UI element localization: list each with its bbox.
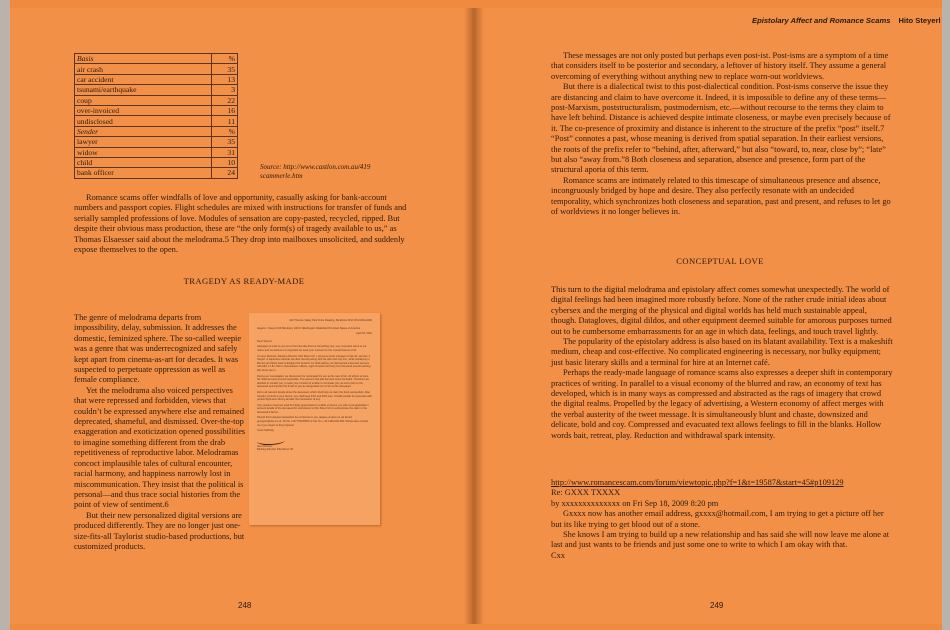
scam-letter-image <box>249 313 380 525</box>
letter-body-2: I’m Geo McGuire, Banking Director, ING Direct UK. I presume funds manager to late Mr. Horcelo J. Steyerl. A Japanese national. He died recently along with his wife and only son, while holidaying in Borneo and flown back to England for burial in our field waiting, we discovered a dormant account with £46, 17.8m ING in Jamacaican millions, eight hundred and forty-four thousand pounds sterling. We wrote you in. <box>257 354 372 372</box>
letter-body-5: Your positive response shall be highly appreciated to enable us favour you with a pre-application / account details of the deceased for submission to ING Direct UK to authenticate the claim in the deceased’s favour. <box>257 403 369 414</box>
table-cell-label: Basis <box>75 54 212 64</box>
section-heading-conceptual-love: CONCEPTUAL LOVE <box>676 256 764 266</box>
running-head-author: Hito Steyerl <box>898 16 941 25</box>
melodrama-column <box>74 313 246 552</box>
letter-sender-address: 419 Thames Valley Park Drive Reading, Berkshire RG6 1PH ENGLAND <box>289 319 372 322</box>
table-cell-value: % <box>212 54 238 64</box>
table-header-row <box>75 126 238 136</box>
love-paragraph-3: Perhaps the ready-made language of romance scams also expresses a deeper shift in contemporary practices of writing. In parallel to a visual economy of the blurred and raw, an economy of text has developed, which is in many ways as compressed and abstracted as the rags of imagery that crowd the digital realms. Propelled by the legacy of advertising, a Western economy of affect merges with the verbal austerity of the tweet message. It is simultaneously blunt and chaste, downsized and delicate, bold and coy. Compressed and evacuated text allows feelings to fill in the blanks. Hollow words bait, retreat, play. Reduction and withdrawal spark intensity. <box>551 368 893 440</box>
forum-quote <box>551 478 893 561</box>
table-cell-value: 10 <box>212 157 238 167</box>
running-head <box>752 16 942 25</box>
table-cell-label: widow <box>75 147 212 157</box>
table-cell-label: child <box>75 157 212 167</box>
forum-quote-1: Gxxxx now has another email address, gxxxx@hotmail.com, I am trying to get a picture off her but its like trying to get blood out of a stone. <box>551 509 884 529</box>
letter-recipient: Hegeto I. Steyerl 166 Bambarry Hill Dr Washington Wakefield IN United States of America <box>257 326 361 330</box>
table-cell-value: 16 <box>212 105 238 115</box>
letter-body-1: Apologies to write to you out of the blue like this but something very, very important came to our notice and we believe it is important we seek your consent for the mutual interest of all. <box>257 345 367 352</box>
page-number-left: 248 <box>238 601 252 610</box>
table-cell-label: lawyer <box>75 137 212 147</box>
table-header-row <box>75 54 238 64</box>
running-head-title: Epistolary Affect and Romance Scams <box>752 16 891 25</box>
melodrama-paragraph-1: The genre of melodrama departs from impossibility, delay, submission. It addresses the domestic, feminized sphere. The so-called weepie was a genre that was underrecognized and safely kept apart from cinema-as-art for decades. It was suspected to perpetuate oppression as well as female compliance. <box>74 313 242 385</box>
table-row <box>75 168 238 178</box>
letter-closing: Yours faithfully, <box>257 429 275 433</box>
table-row <box>75 137 238 147</box>
table-row <box>75 157 238 167</box>
love-paragraph-1: This turn to the digital melodrama and epistolary affect comes somewhat unexpectedly. The world of digital feelings had been imagined more robustly before. None of the rather crude initial ideas about cybersex and the merging of the physical and digital worlds has held much sustainable appeal, though. Datagloves, digital dildos, and other equipment deemed suitable for amorous purposes turned out to be cumbersome embarrassments for an age in which data, feelings, and touch travel lightly. <box>551 285 892 336</box>
love-paragraph-2: The popularity of the epistolary address is also based on its blatant availability. Text is a makeshift medium, cheap and cost-effective. No complicated engineering is necessary, nor bulky equipment; just basic literary skills and a terminal for hire at an Internet café. <box>551 337 893 367</box>
post-ism-section <box>551 51 893 218</box>
table-row <box>75 74 238 84</box>
melodrama-paragraph-2: Yet the melodrama also voiced perspectives that were repressed and forbidden, views that couldn’t be expressed anywhere else and remained deprecated, shameful, and dismissed. Over-the-top exaggeration and exoticization opened possibilities to imagine something different from the drab repetitiveness of reproductive labor. Melodramas concoct implausible tales of cultural encounter, racial harmony, and happiness narrowly lost in miscommunication. They insist that the political is personal—and thus trace social histories from the point of view of sentiment.6 <box>74 385 246 510</box>
book-gutter <box>464 8 484 624</box>
melodrama-paragraph-3: But their new personalized digital versions are produced differently. They are no longer just one-size-fits-all Taylorist studio-based productions, but customized products. <box>74 510 245 551</box>
table-cell-value: 35 <box>212 64 238 74</box>
signature-scribble <box>257 437 285 445</box>
letter-body-4: We’re all relevant details about the deceased, which shall help us claim the fund successfully. After transfer of funds to your favour, you shall keep 40% and 60% ours. It’ll will provide for expenses with perfect flight-level during all after the transaction of any. <box>257 390 372 402</box>
table-row <box>75 116 238 126</box>
table-cell-label: tsunami/earthquake <box>75 85 212 95</box>
letter-body-3: During our investigation we discovered he nominated his son as his next of kin. All efforts to trace his relatives have proved impossible. The account has laid dormant since his death. Therefore we decided to contact you, to seek your consent to enable to nominate you, as next of kin to the deceased and transfer the funds to you as designated next of kin to the deceased. <box>257 374 369 389</box>
post-paragraph-3: Romance scams are intimately related to this timescape of simultaneous presence and absence, incongruously bridged by hope and desire. They also perfectly resonate with an undecided temporality, which synchronizes both closeness and separation, past and present, and refuses to let go of worldviews it no longer believes in. <box>551 175 891 217</box>
post-paragraph-2: But there is a dialectical twist to this post-dialectical condition. Post-isms conserve the issue they are distancing and claim to have overcome it. Indeed, it is impossible to define any of these terms—post-Marxism, poststructuralism, postmodernism, etc.—without recourse to the terms they claim to have left behind. Distance is achieved despite intimate closeness, or maybe even precisely because of it. The co-presence of proximity and distance is inherent to the structure of the prefix “post” itself.7 “Post” connotes a past, whose meaning is derived from spatial separation. In their earliest versions, the roots of the prefix refer to “behind, after, afterward,” but also “toward, to, near, close by”; “late” but also “away from.”8 Both closeness and separation, absence and presence, form part of the structural aporia of this term. <box>551 82 891 175</box>
table-cell-value: 35 <box>212 137 238 147</box>
letter-salutation: Dear Steyerl, <box>257 339 273 343</box>
table-row <box>75 105 238 115</box>
scan-edge-right <box>942 0 950 630</box>
table-row <box>75 64 238 74</box>
table-cell-label: bank officer <box>75 168 212 178</box>
table-cell-label: air crash <box>75 64 212 74</box>
table-cell-value: % <box>212 126 238 136</box>
forum-re-line: Re: GXXX TXXXX <box>551 488 621 498</box>
forum-url-link[interactable]: http://www.romancescam.com/forum/viewtopic.php?f=1&t=19587&start=45#p109129 <box>551 478 844 487</box>
conceptual-love-section <box>551 285 893 441</box>
table-cell-label: over-invoiced <box>75 105 212 115</box>
forum-sign-off: Cxx <box>551 550 565 560</box>
table-cell-value: 22 <box>212 95 238 105</box>
section-heading-tragedy: TRAGEDY AS READY-MADE <box>183 276 305 286</box>
letter-signature-name: Geo McGuire <box>257 444 273 448</box>
forum-quote-2: She knows I am trying to build up a new relationship and has said she will now leave me alone at last and just wants to be friends and just some one to write to which I am okay with that. <box>551 530 890 550</box>
table-cell-label: car accident <box>75 74 212 84</box>
table-cell-label: coup <box>75 95 212 105</box>
table-cell-label: Sender <box>75 126 212 136</box>
table-source-note: Source: http://www.castlon.com.au/419 scammerle.htm <box>260 163 371 180</box>
table-cell-value: 31 <box>212 147 238 157</box>
table-row <box>75 147 238 157</box>
table-cell-value: 11 <box>212 116 238 126</box>
table-row <box>75 95 238 105</box>
table-cell-value: 3 <box>212 85 238 95</box>
post-paragraph-1: These messages are not only posted but perhaps even post-ist. Post-isms are a symptom of a time that considers itself to be posterior and secondary, a leftover of history itself. They assume a general overcoming of everything without anything new to replace worn-out worldviews. <box>551 51 889 81</box>
page-number-right: 249 <box>710 601 724 610</box>
scam-statistics-table <box>74 53 238 179</box>
table-row <box>75 85 238 95</box>
table-cell-value: 24 <box>212 168 238 178</box>
letter-signature-title: Banking Director ING Direct UK <box>257 448 294 452</box>
letter-date: April 18, 2011 <box>356 332 372 336</box>
intro-paragraph: Romance scams offer windfalls of love and opportunity, casually asking for bank-account numbers and passport copies. Flight schedules are mixed with instructions for transfer of funds and serially sampled professions of love. Modules of sensation are copy-pasted, recycled, ripped. But despite their obvious mass production, these are “the only form(s) of tragedy available to us,” as Thomas Elsaesser said about the melodrama.5 They drop into mailboxes unsolicited, and suddenly expose themselves to the open. <box>74 193 407 255</box>
table-cell-value: 13 <box>212 74 238 84</box>
letter-body-6: Should this business transaction be of interest to you, please contact me via Email: gmcguire@live.co.uk. Tel No +447778245565 or Fax No + 44 1183-009-300. Please also contact me if you object to this proposal. <box>257 416 368 427</box>
scan-edge-left <box>0 0 10 630</box>
table-cell-label: undisclosed <box>75 116 212 126</box>
forum-by-line: by xxxxxxxxxxxxxx on Fri Sep 18, 2009 8:20 pm <box>551 498 719 508</box>
